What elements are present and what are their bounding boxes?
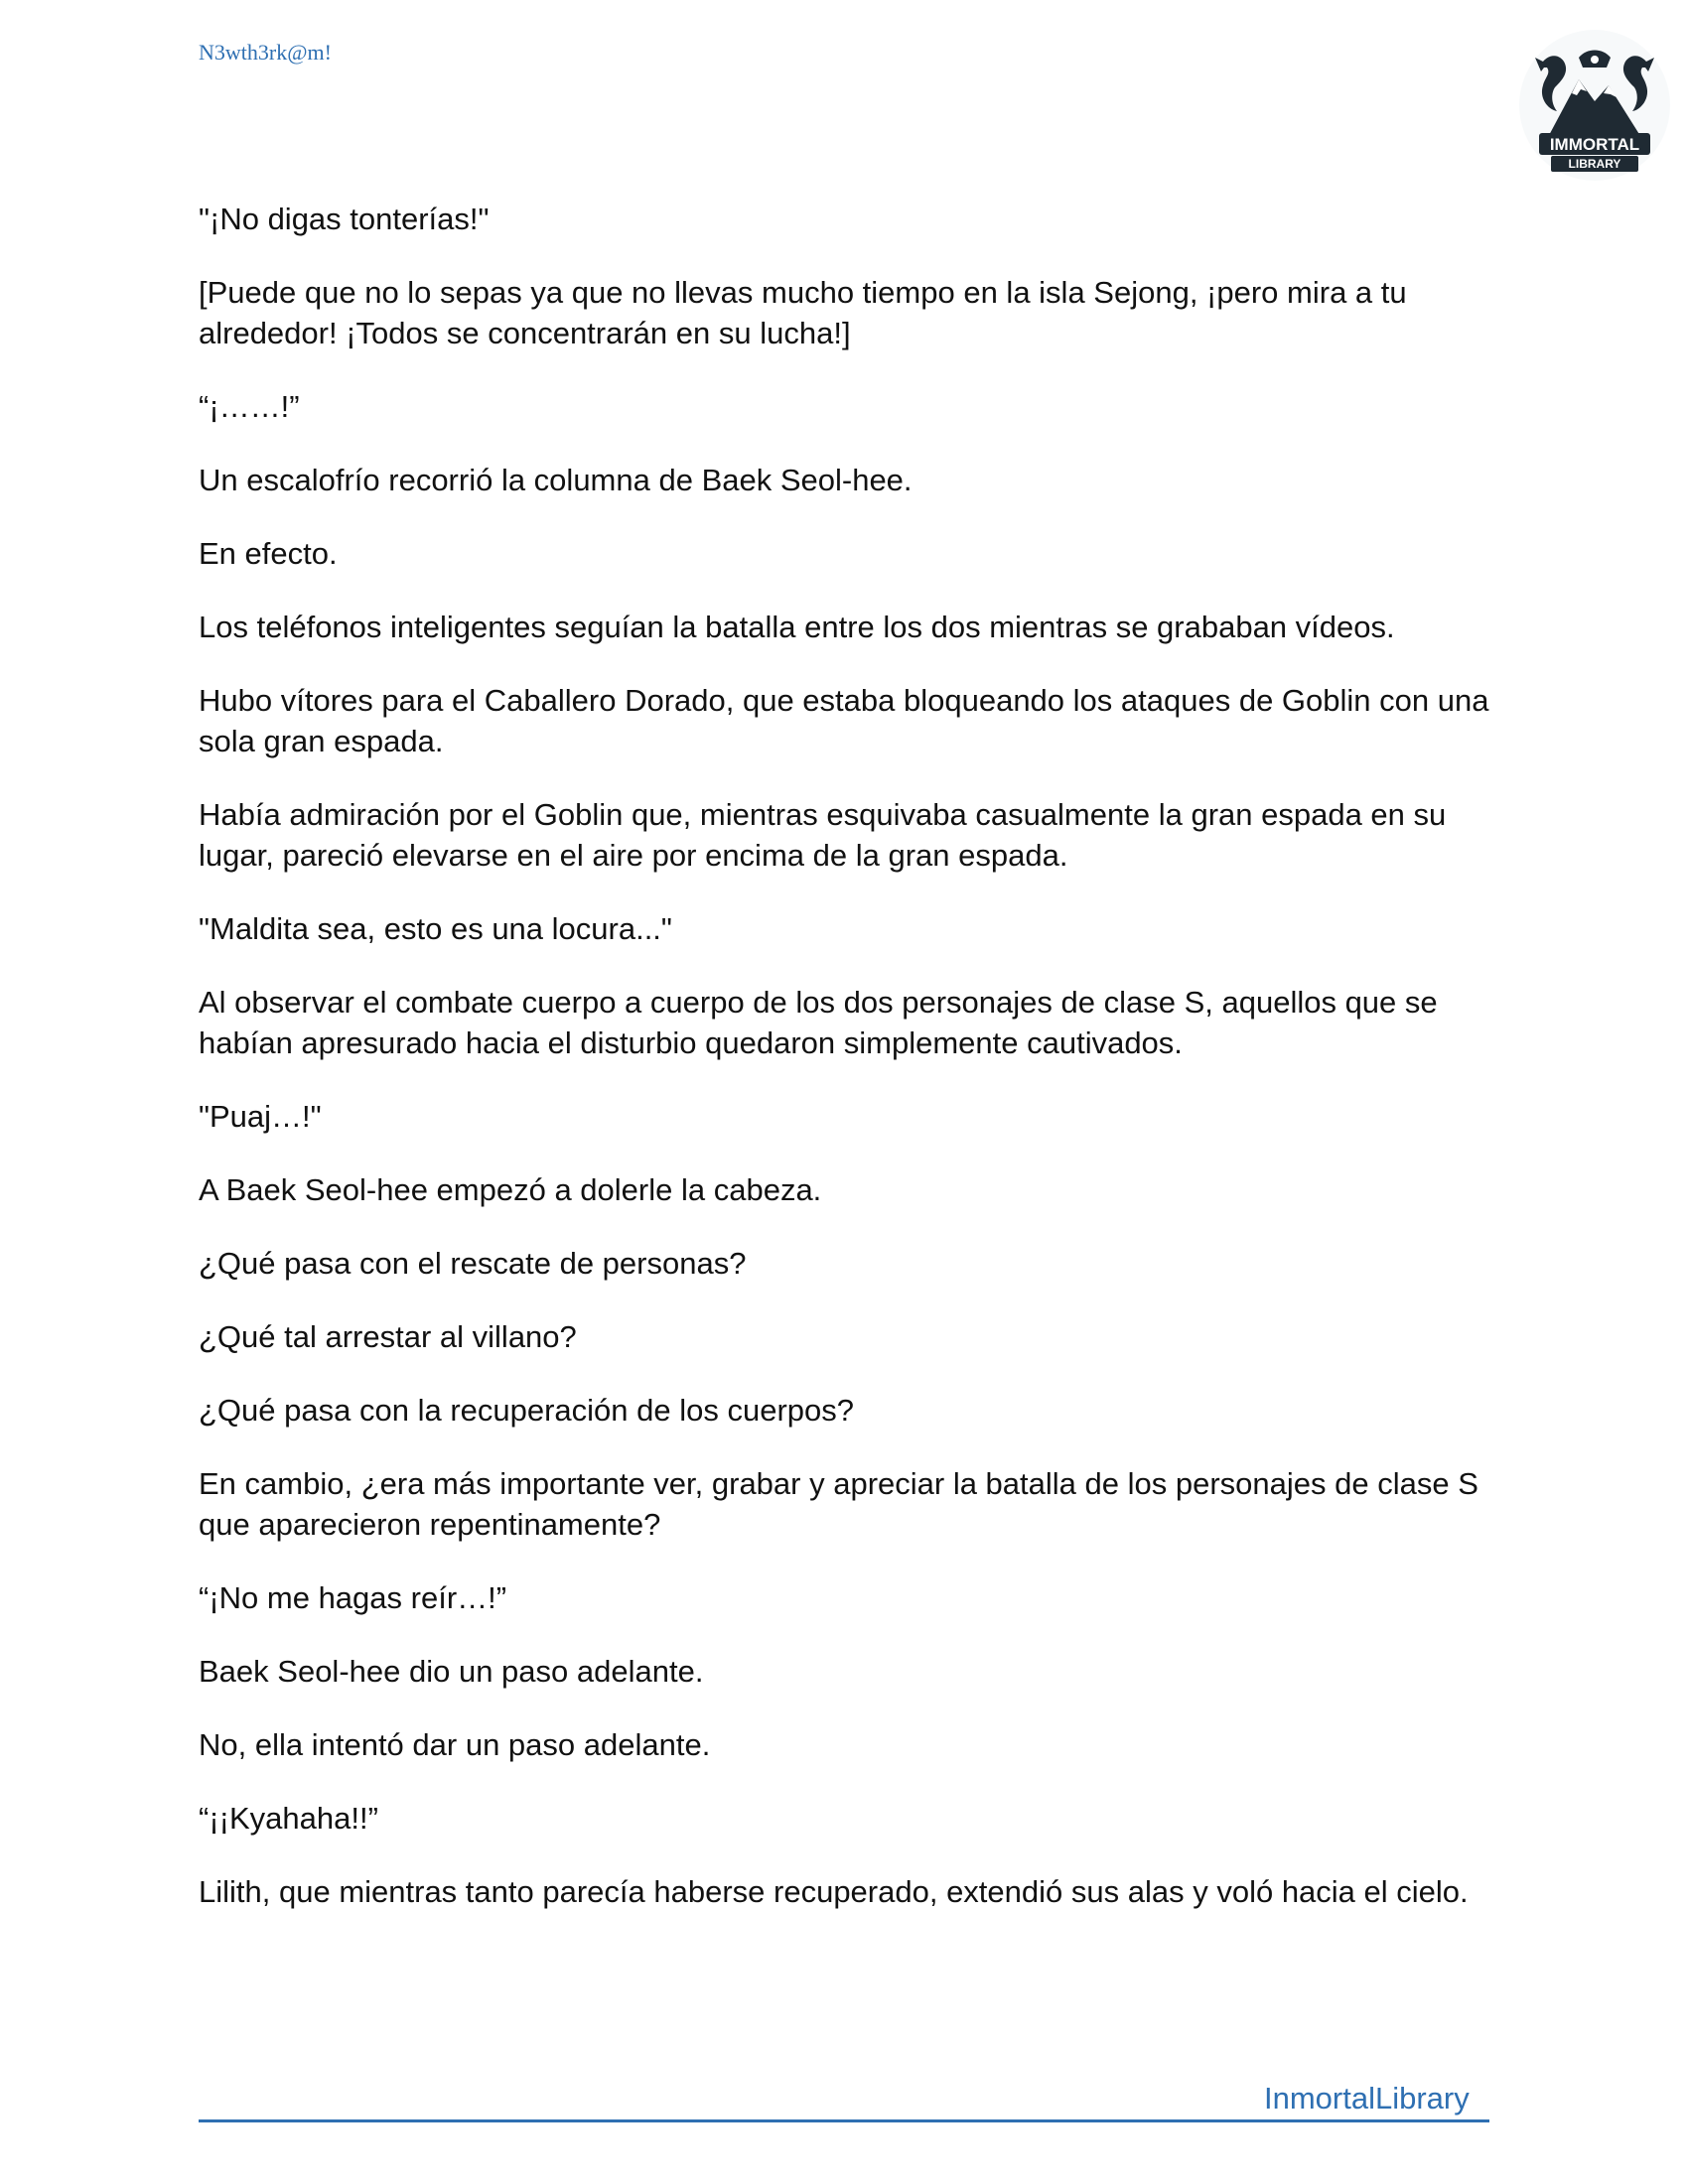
paragraph: Un escalofrío recorrió la columna de Baek Seol-hee. — [199, 463, 913, 497]
document-body — [199, 199, 1489, 1945]
paragraph: “¡No me hagas reír…!” — [199, 1580, 507, 1615]
footer-link[interactable]: InmortalLibrary — [1264, 2081, 1470, 2116]
logo-title: IMMORTAL — [1549, 135, 1640, 154]
logo-subtitle: LIBRARY — [1568, 157, 1621, 171]
paragraph: “¡……!” — [199, 389, 300, 424]
paragraph: ¿Qué pasa con el rescate de personas? — [199, 1246, 747, 1281]
paragraph: Al observar el combate cuerpo a cuerpo de los dos personajes de clase S, aquellos que se habían apresurado hacia el disturbio quedaron simplemente cautivados. — [199, 985, 1438, 1060]
paragraph: ¿Qué tal arrestar al villano? — [199, 1319, 577, 1354]
paragraph: "Puaj…!" — [199, 1099, 322, 1134]
paragraph: A Baek Seol-hee empezó a dolerle la cabeza. — [199, 1172, 822, 1207]
paragraph: En cambio, ¿era más importante ver, grabar y apreciar la batalla de los personajes de clase S que aparecieron repentinamente? — [199, 1466, 1478, 1542]
paragraph: Baek Seol-hee dio un paso adelante. — [199, 1654, 704, 1689]
paragraph: En efecto. — [199, 536, 338, 571]
paragraph: "Maldita sea, esto es una locura..." — [199, 911, 672, 946]
paragraph: Había admiración por el Goblin que, mientras esquivaba casualmente la gran espada en su lugar, pareció elevarse en el aire por encima de la gran espada. — [199, 797, 1447, 873]
paragraph: No, ella intentó dar un paso adelante. — [199, 1727, 711, 1762]
paragraph: [Puede que no lo sepas ya que no llevas mucho tiempo en la isla Sejong, ¡pero mira a tu alrededor! ¡Todos se concentrarán en su lucha!] — [199, 275, 1407, 350]
paragraph: Hubo vítores para el Caballero Dorado, que estaba bloqueando los ataques de Goblin con una sola gran espada. — [199, 683, 1489, 758]
immortal-library-logo — [1517, 28, 1672, 183]
footer-divider — [199, 2119, 1489, 2122]
header-watermark: N3wth3rk@m! — [199, 40, 332, 65]
paragraph: "¡No digas tonterías!" — [199, 202, 490, 236]
paragraph: “¡¡Kyahaha!!” — [199, 1801, 378, 1836]
paragraph: Lilith, que mientras tanto parecía haberse recuperado, extendió sus alas y voló hacia el cielo. — [199, 1874, 1469, 1909]
paragraph: ¿Qué pasa con la recuperación de los cuerpos? — [199, 1393, 855, 1428]
paragraph: Los teléfonos inteligentes seguían la batalla entre los dos mientras se grababan vídeos. — [199, 610, 1395, 644]
